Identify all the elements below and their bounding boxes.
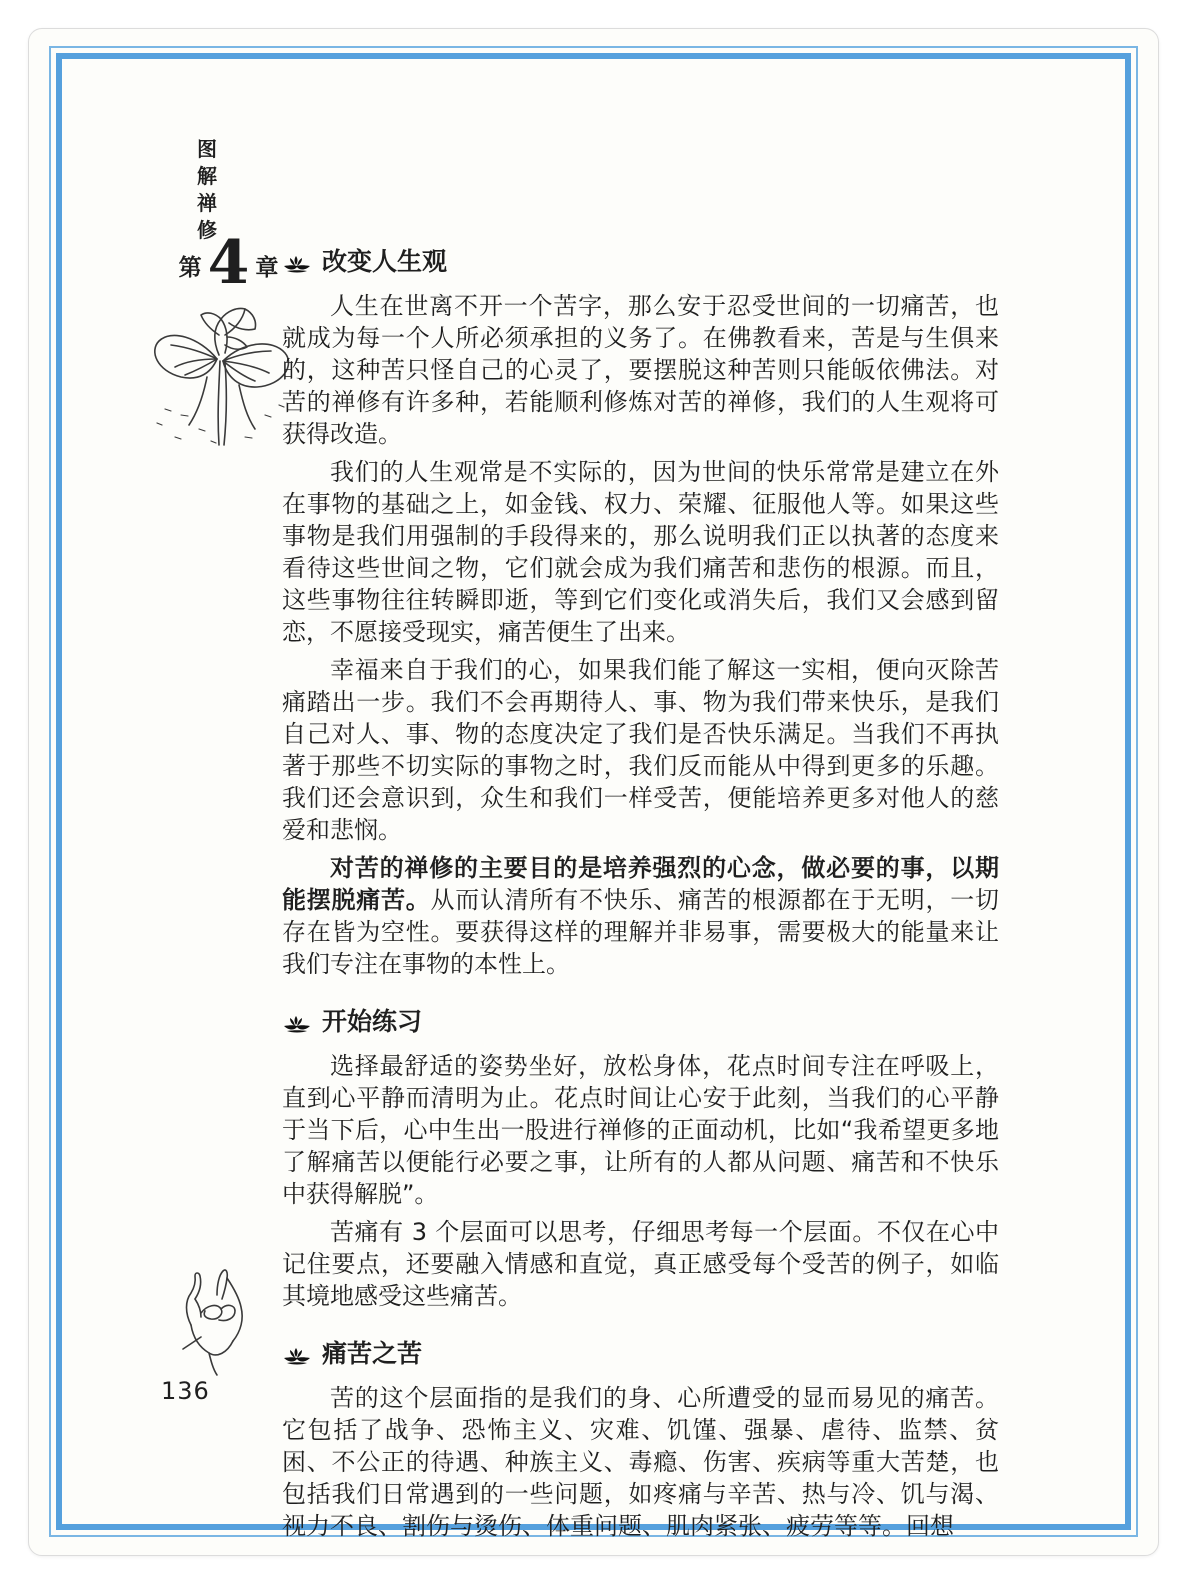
lotus-bullet-icon	[282, 1014, 312, 1034]
section-start-practice	[282, 1007, 999, 1312]
chapter-number: 4	[207, 228, 250, 298]
paragraph: 苦的这个层面指的是我们的身、心所遭受的显而易见的痛苦。它包括了战争、恐怖主义、灾难、饥馑、强暴、虐待、监禁、贫困、不公正的待遇、种族主义、毒瘾、伤害、疾病等重大苦楚，也包括我们日常遇到的一些问题，如疼痛与辛苦、热与冷、饥与渴、视力不良、割伤与烫伤、体重问题、肌肉紧张、疲劳等等。回想	[282, 1384, 999, 1540]
section-heading	[282, 1007, 999, 1037]
section-heading-text: 痛苦之苦	[322, 1339, 423, 1368]
lotus-bullet-icon	[282, 1346, 312, 1366]
page-number: 136	[161, 1377, 210, 1405]
section-suffering-of-suffering	[282, 1339, 999, 1542]
paragraph: 选择最舒适的姿势坐好，放松身体，花点时间专注在呼吸上，直到心平静而清明为止。花点时间让心安于此刻，当我们的心平静于当下后，心中生出一股进行禅修的正面动机，比如“我希望更多地了解痛苦以便能行必要之事，让所有的人都从问题、痛苦和不快乐中获得解脱”。	[282, 1052, 999, 1208]
section-change-outlook	[282, 247, 999, 980]
section-heading-text: 改变人生观	[322, 247, 448, 276]
chapter-prefix: 第	[178, 254, 202, 281]
main-text-column	[282, 247, 999, 1548]
book-title-char: 解	[197, 164, 217, 188]
section-heading-text: 开始练习	[322, 1007, 423, 1036]
section-heading	[282, 247, 999, 277]
paragraph-rest: 从而认清所有不快乐、痛苦的根源都在于无明，一切存在皆为空性。要获得这样的理解并非易事，需要极大的能量来让我们专注在事物的本性上。	[282, 886, 999, 978]
book-title-vertical	[197, 139, 217, 240]
paragraph: 苦痛有 3 个层面可以思考，仔细思考每一个层面。不仅在心中记住要点，还要融入情感和直觉，真正感受每个受苦的例子，如临其境地感受这些痛苦。	[282, 1218, 999, 1310]
lotus-bullet-icon	[282, 254, 312, 274]
hand-mudra-illustration	[161, 1261, 271, 1381]
book-title-char: 修	[197, 218, 217, 242]
bold-lead: 对苦的禅修的主要目的是培养强烈的心念，做必要的事，以期能摆脱痛苦。	[282, 854, 999, 914]
book-title-char: 禅	[197, 191, 217, 215]
paragraph-with-bold-lead	[282, 852, 999, 980]
paragraph: 我们的人生观常是不实际的，因为世间的快乐常常是建立在外在事物的基础之上，如金钱、权力、荣耀、征服他人等。如果这些事物是我们用强制的手段得来的，那么说明我们正以执著的态度来看待这些世间之物，它们就会成为我们痛苦和悲伤的根源。而且，这些事物往往转瞬即逝，等到它们变化或消失后，我们又会感到留恋，不愿接受现实，痛苦便生了出来。	[282, 458, 999, 646]
section-heading	[282, 1339, 999, 1369]
chapter-label	[156, 228, 301, 298]
book-page	[28, 28, 1159, 1556]
paragraph: 人生在世离不开一个苦字，那么安于忍受世间的一切痛苦，也就成为每一个人所必须承担的义务了。在佛教看来，苦是与生俱来的，这种苦只怪自己的心灵了，要摆脱这种苦则只能皈依佛法。对苦的禅修有许多种，若能顺利修炼对苦的禅修，我们的人生观将可获得改造。	[282, 292, 999, 448]
book-title-char: 图	[197, 137, 217, 161]
chapter-suffix: 章	[255, 254, 279, 281]
paragraph: 幸福来自于我们的心，如果我们能了解这一实相，便向灭除苦痛踏出一步。我们不会再期待人、事、物为我们带来快乐，是我们自己对人、事、物的态度决定了我们是否快乐满足。当我们不再执著于那些不切实际的事物之时，我们反而能从中得到更多的乐趣。我们还会意识到，众生和我们一样受苦，便能培养更多对他人的慈爱和悲悯。	[282, 656, 999, 844]
lotus-illustration	[147, 297, 297, 457]
